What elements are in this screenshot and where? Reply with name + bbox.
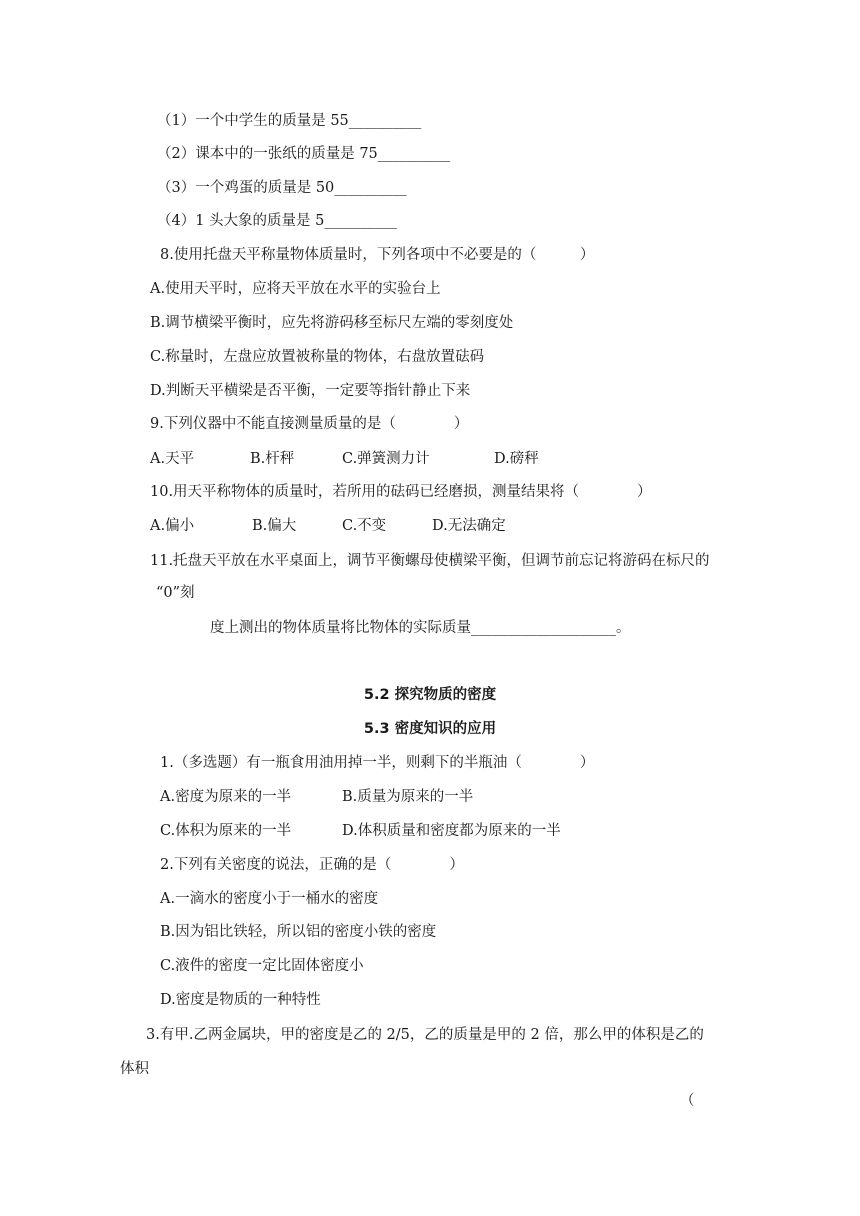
question-8-stem: 8.使用托盘天平称量物体质量时，下列各项中不必要是的（ ）	[160, 247, 595, 263]
question-11-line-2: “0”刻	[156, 585, 195, 601]
density-question-2-option-c: C.液件的密度一定比固体密度小	[160, 958, 364, 974]
density-question-1-option-a: A.密度为原来的一半	[160, 789, 292, 805]
question-9-option-b: B.杆秤	[250, 451, 295, 467]
density-question-2-stem: 2.下列有关密度的说法，正确的是（ ）	[160, 857, 464, 873]
question-8-option-d: D.判断天平横梁是否平衡，一定要等指针静止下来	[150, 383, 471, 399]
density-question-3-line-2: 体积	[120, 1061, 149, 1077]
density-question-2-option-b: B.因为铝比铁轻，所以铝的密度小铁的密度	[160, 924, 437, 940]
density-question-3-line-3: （	[680, 1093, 695, 1109]
question-9-option-d: D.磅秤	[494, 451, 539, 467]
density-question-3-line-1: 3.有甲.乙两金属块，甲的密度是乙的 2/5，乙的质量是甲的 2 倍，那么甲的体积是乙的	[146, 1027, 704, 1043]
fill-item-1: （1）一个中学生的质量是 55__________	[157, 113, 422, 129]
density-question-2-option-d: D.密度是物质的一种特性	[160, 992, 321, 1008]
question-9-option-c: C.弹簧测力计	[342, 451, 430, 467]
density-question-2-option-a: A.一滴水的密度小于一桶水的密度	[160, 891, 379, 907]
fill-item-3: （3）一个鸡蛋的质量是 50__________	[157, 180, 407, 196]
density-question-1-stem: 1.（多选题）有一瓶食用油用掉一半，则剩下的半瓶油（ ）	[160, 755, 595, 771]
question-9-stem: 9.下列仪器中不能直接测量质量的是（ ）	[150, 416, 469, 432]
question-8-option-b: B.调节横梁平衡时，应先将游码移至标尺左端的零刻度处	[150, 315, 514, 331]
question-8-option-c: C.称量时，左盘应放置被称量的物体，右盘放置砝码	[150, 349, 485, 365]
question-10-stem: 10.用天平称物体的质量时，若所用的砝码已经磨损，测量结果将（ ）	[150, 484, 652, 500]
question-10-option-c: C.不变	[342, 518, 387, 534]
question-11-line-1: 11.托盘天平放在水平桌面上，调节平衡螺母使横梁平衡，但调节前忘记将游码在标尺的	[150, 553, 710, 569]
question-10-option-d: D.无法确定	[432, 518, 506, 534]
question-10-option-b: B.偏大	[252, 518, 297, 534]
fill-item-2: （2）课本中的一张纸的质量是 75__________	[157, 146, 451, 162]
section-title-5-2: 5.2 探究物质的密度	[363, 687, 497, 703]
density-question-1-option-d: D.体积质量和密度都为原来的一半	[342, 823, 561, 839]
question-8-option-a: A.使用天平时，应将天平放在水平的实验台上	[150, 281, 441, 297]
fill-item-4: （4）1 头大象的质量是 5__________	[157, 213, 397, 229]
question-10-option-a: A.偏小	[150, 518, 195, 534]
density-question-1-option-c: C.体积为原来的一半	[160, 823, 292, 839]
question-11-line-3: 度上测出的物体质量将比物体的实际质量____________________。	[210, 620, 631, 636]
question-9-option-a: A.天平	[150, 451, 195, 467]
section-title-5-3: 5.3 密度知识的应用	[363, 721, 497, 737]
density-question-1-option-b: B.质量为原来的一半	[342, 789, 474, 805]
